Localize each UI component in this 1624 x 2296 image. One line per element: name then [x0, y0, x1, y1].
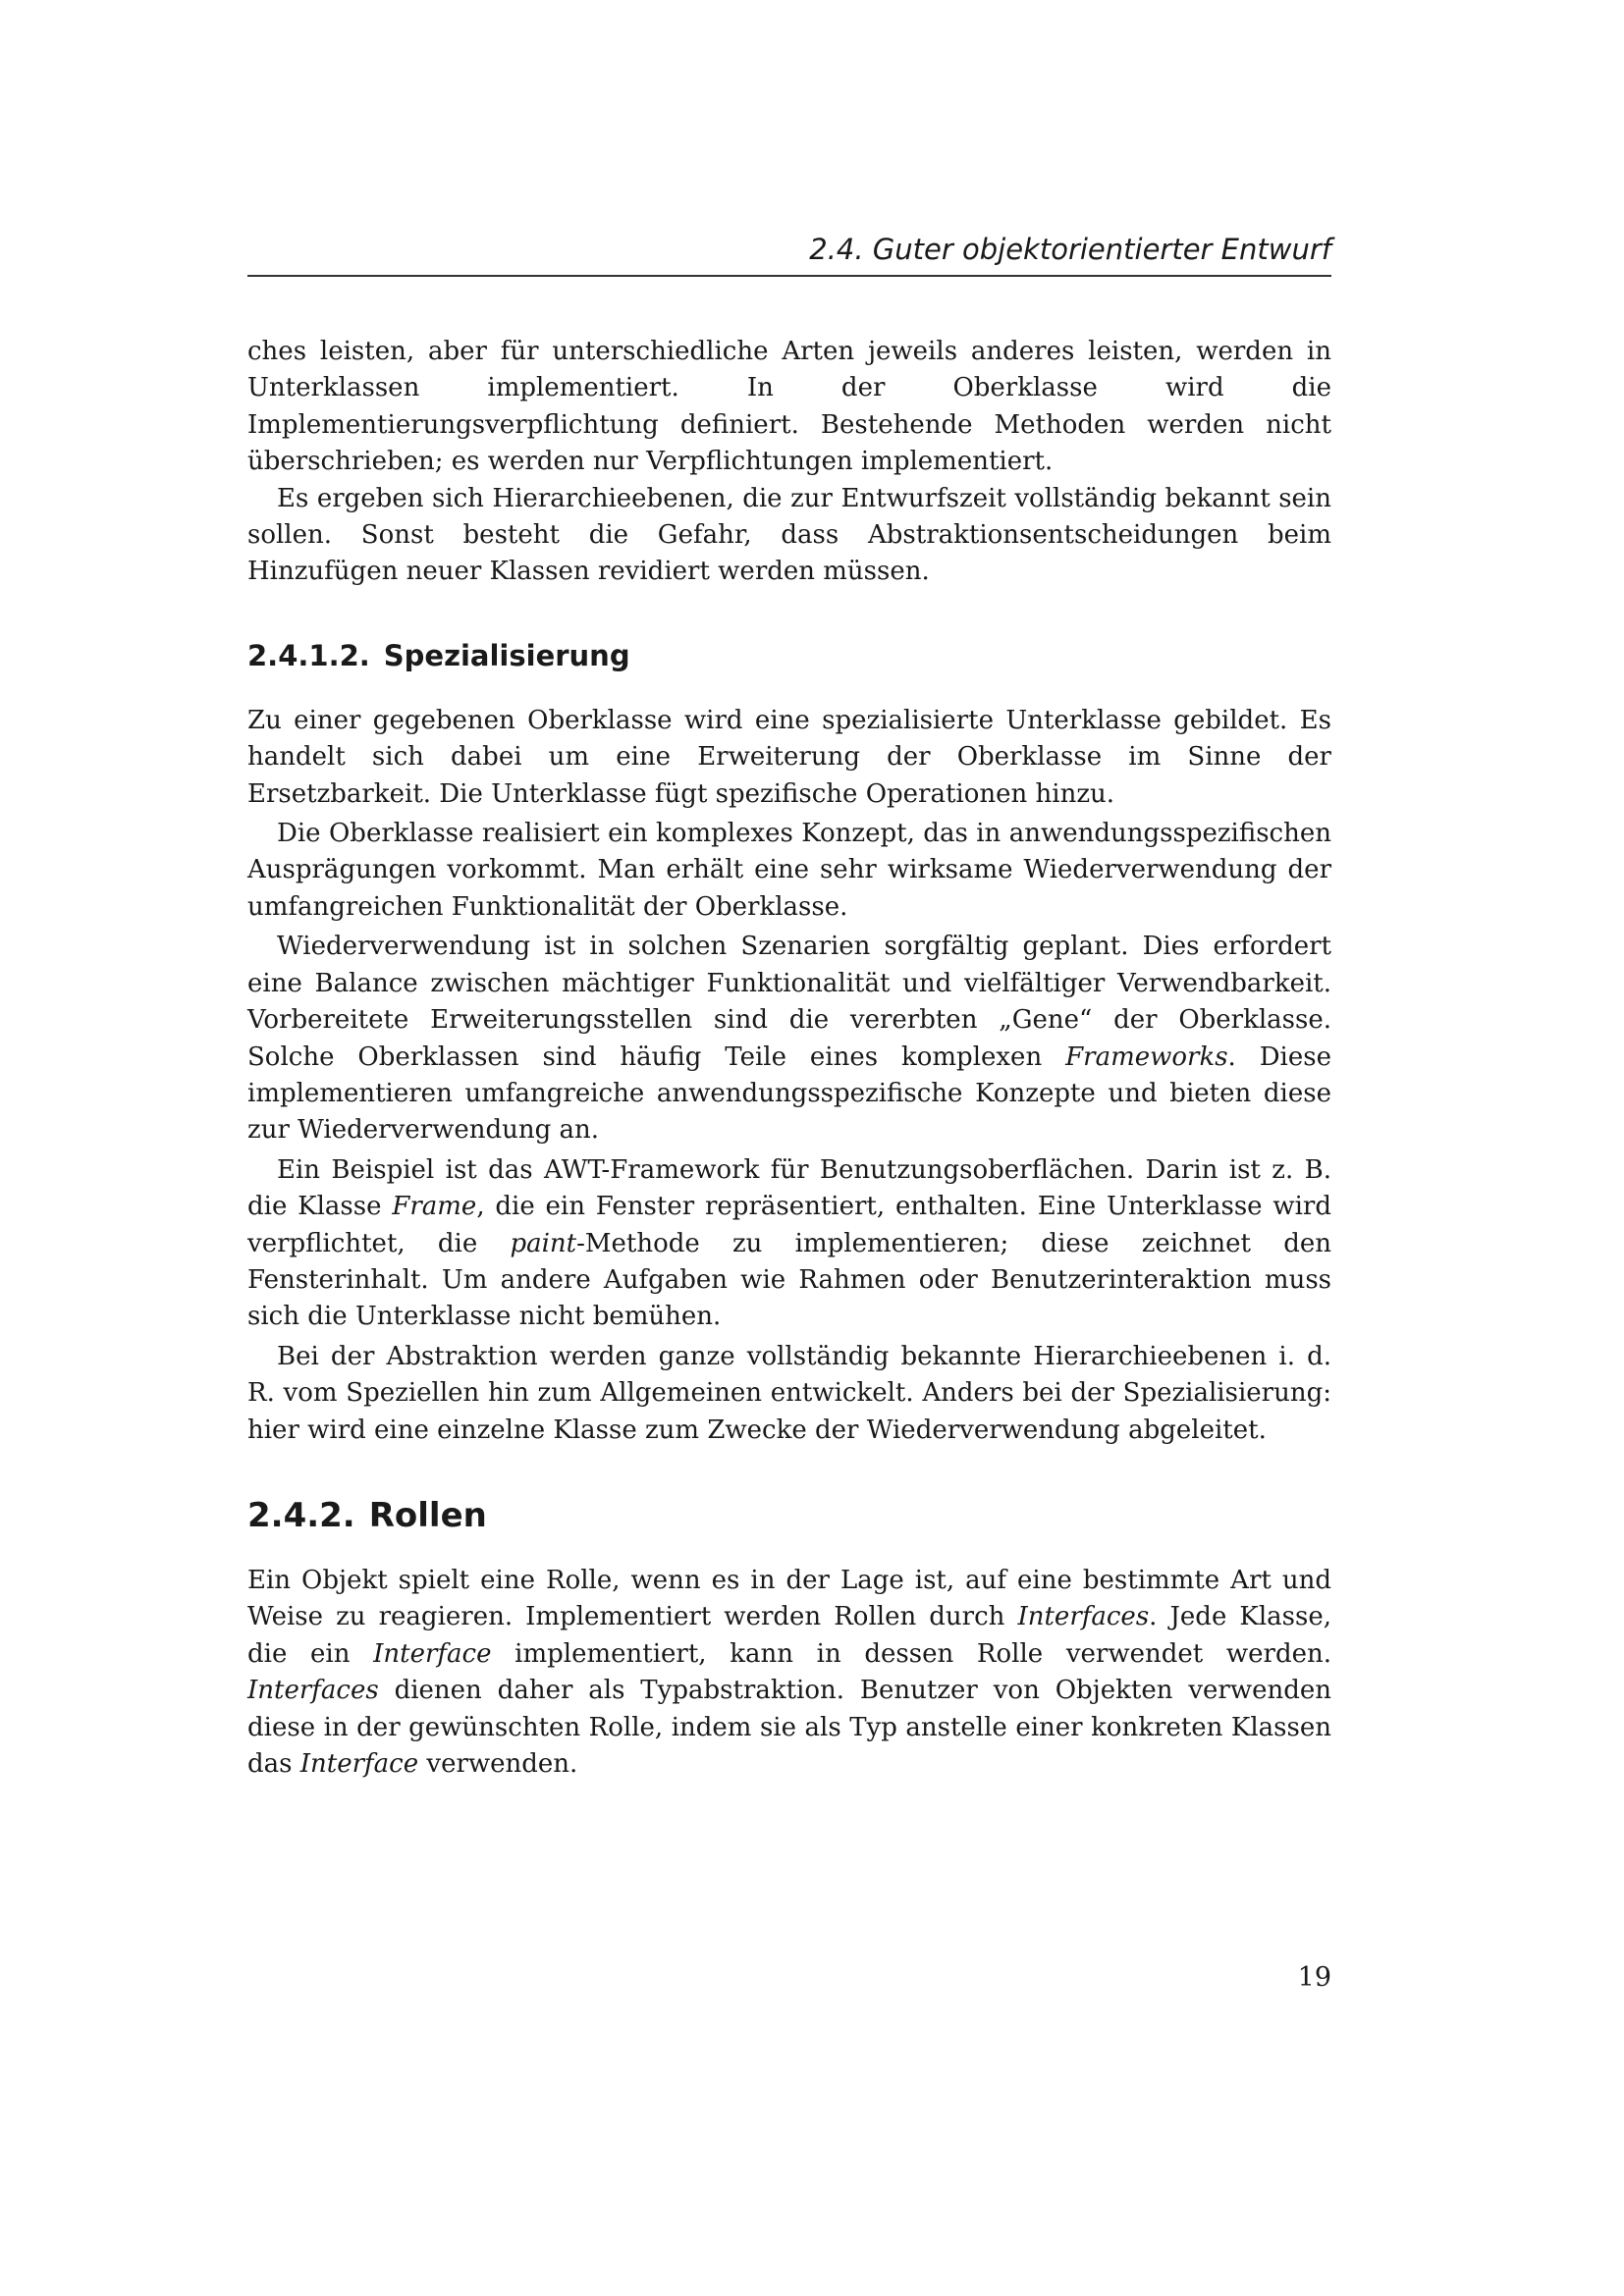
spezialisierung-paragraph-4	[247, 1152, 1331, 1336]
spezialisierung-paragraph-2: Die Oberklasse realisiert ein komplexes Konzept, das in anwendungsspezifischen Ausprägungen vorkommt. Man erhält eine sehr wirksame Wiederverwendung der umfangreichen Funktionalität der Oberklasse.	[247, 819, 1331, 922]
emphasis: Frameworks	[1065, 1041, 1228, 1072]
emphasis: Interface	[299, 1749, 419, 1779]
intro-paragraph-2: Es ergeben sich Hierarchieebenen, die zur Entwurfszeit vollständig bekannt sein sollen. Sonst besteht die Gefahr, dass Abstraktionsentscheidungen beim Hinzufügen neuer Klassen revidiert werden müssen.	[247, 483, 1331, 587]
text-run: verwenden.	[418, 1749, 578, 1779]
text-run: . Jede Klasse, die ein	[247, 1602, 1331, 1669]
text-run: . Diese implementieren umfangreiche anwendungsspezifische Konzepte und bieten diese zur Wiederverwendung an.	[247, 1041, 1331, 1146]
section-title: Rollen	[368, 1495, 487, 1535]
emphasis: paint	[510, 1228, 577, 1258]
section-heading-spezialisierung	[247, 638, 1331, 673]
running-header: 2.4. Guter objektorientierter Entwurf	[809, 233, 1331, 266]
spezialisierung-paragraph-5: Bei der Abstraktion werden ganze vollständig bekannte Hierarchieebenen i. d. R. vom Speziellen hin zum Allgemeinen entwickelt. Anders bei der Spezialisierung: hier wird eine einzelne Klasse zum Zwecke der Wiederverwendung abgeleitet.	[247, 1341, 1331, 1445]
text-run: implementiert, kann in dessen Rolle verwendet werden.	[491, 1638, 1331, 1669]
intro-paragraph-1: ches leisten, aber für unterschiedliche Arten jeweils anderes leisten, werden in Unterklassen implementiert. In der Oberklasse wird die Implementierungsverpflichtung definiert. Bestehende Methoden werden nicht überschrieben; es werden nur Verpflichtungen implementiert.	[247, 337, 1331, 477]
emphasis: Interfaces	[247, 1676, 379, 1706]
section-heading-rollen	[247, 1496, 1331, 1535]
text-run: -Methode zu implementieren; diese zeichnet den Fensterinhalt. Um andere Aufgaben wie Rahmen oder Benutzerinteraktion muss sich die Unterklasse nicht bemühen.	[247, 1228, 1331, 1332]
section-number: 2.4.1.2.	[247, 638, 370, 672]
section-number: 2.4.2.	[247, 1495, 355, 1535]
text-run: dienen daher als Typabstraktion. Benutzer von Objekten verwenden diese in der gewünschten Rolle, indem sie als Typ anstelle einer konkreten Klassen das	[247, 1676, 1331, 1779]
page-content	[247, 334, 1331, 1783]
header-rule	[247, 275, 1331, 277]
emphasis: Interface	[373, 1638, 492, 1669]
text-run: Wiederverwendung ist in solchen Szenarien sorgfältig geplant. Dies erfordert eine Balance zwischen mächtiger Funktionalität und vielfältiger Verwendbarkeit. Vorbereitete Erweiterungsstellen sind die vererbten „Gene“ der Oberklasse. Solche Oberklassen sind häufig Teile eines komplexen	[247, 932, 1331, 1072]
emphasis: Frame	[392, 1192, 477, 1222]
section-title: Spezialisierung	[383, 638, 630, 672]
emphasis: Interfaces	[1017, 1602, 1150, 1632]
spezialisierung-paragraph-1: Zu einer gegebenen Oberklasse wird eine spezialisierte Unterklasse gebildet. Es handelt sich dabei um eine Erweiterung der Oberklasse im Sinne der Ersetzbarkeit. Die Unterklasse fügt spezifische Operationen hinzu.	[247, 705, 1331, 809]
text-run: Ein Objekt spielt eine Rolle, wenn es in der Lage ist, auf eine bestimmte Art und Weise zu reagieren. Implementiert werden Rollen durch	[247, 1565, 1331, 1632]
document-page	[247, 0, 1331, 2296]
page-number: 19	[1297, 1962, 1331, 1993]
text-run: , die ein Fenster repräsentiert, enthalten. Eine Unterklasse wird verpflichtet, die	[247, 1192, 1332, 1258]
rollen-paragraph-1	[247, 1563, 1331, 1783]
text-run: Ein Beispiel ist das AWT-Framework für Benutzungsoberflächen. Darin ist z. B. die Klasse	[247, 1154, 1331, 1222]
spezialisierung-paragraph-3	[247, 929, 1331, 1148]
